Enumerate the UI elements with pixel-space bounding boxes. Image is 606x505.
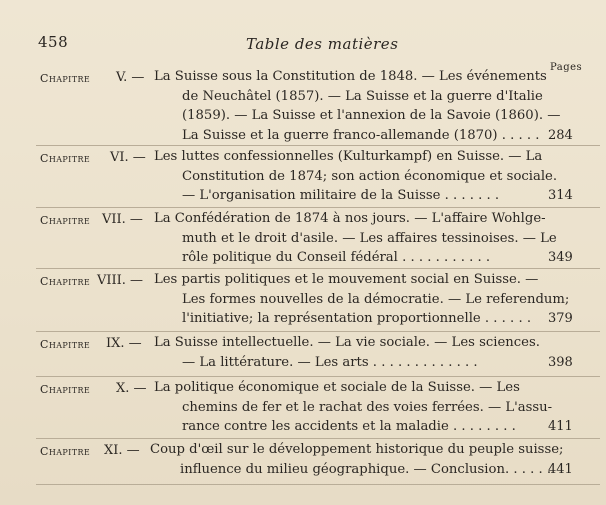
chapter-label: Chapitre [40, 72, 91, 85]
chapter-title-continuation: muth et le droit d'asile. — Les affaires tessinoises. — Le [182, 230, 557, 246]
chapter-title-continuation: Constitution de 1874; son action économique et sociale. [182, 168, 558, 184]
entry-divider [36, 145, 600, 146]
chapter-numeral: X. — [116, 381, 147, 396]
chapter-page-number: 379 [548, 311, 573, 326]
chapter-label: Chapitre [40, 214, 91, 227]
chapter-title-continuation: rôle politique du Conseil fédéral . . . . . . . . . . . [182, 250, 491, 265]
chapter-title-continuation: chemins de fer et le rachat des voies ferrées. — L'assu- [182, 399, 553, 415]
chapter-title-continuation: influence du milieu géographique. — Conclusion. . . . . . [180, 461, 552, 477]
chapter-title-continuation: La Suisse et la guerre franco-allemande (1870) . . . . . [182, 127, 540, 143]
chapter-title-line: La Confédération de 1874 à nos jours. — L'affaire Wohlge- [154, 211, 546, 226]
entry-divider [36, 331, 600, 332]
chapter-title-line: La Suisse intellectuelle. — La vie sociale. — Les sciences. [154, 335, 540, 350]
chapter-label: Chapitre [40, 445, 91, 458]
chapter-page-number: 314 [548, 188, 573, 203]
chapter-label: Chapitre [40, 338, 91, 351]
page-number: 458 [38, 33, 69, 51]
chapter-title-continuation: de Neuchâtel (1857). — La Suisse et la guerre d'Italie [182, 88, 543, 104]
chapter-page-number: 398 [548, 354, 573, 370]
entry-divider [36, 438, 600, 439]
chapter-page-number: 441 [548, 461, 573, 477]
chapter-page-number: 284 [548, 127, 573, 143]
chapter-numeral: VII. — [102, 212, 143, 227]
chapter-title-continuation: rance contre les accidents et la maladie . . . . . . . . [182, 419, 516, 434]
chapter-label: Chapitre [40, 152, 91, 165]
chapter-label: Chapitre [40, 275, 91, 288]
chapter-title-line: La Suisse sous la Constitution de 1848. — Les événements [154, 69, 547, 84]
chapter-page-number: 349 [548, 250, 573, 265]
chapter-title-line: Coup d'œil sur le développement historique du peuple suisse; [150, 442, 564, 457]
chapter-title-continuation: — La littérature. — Les arts . . . . . . . . . . . . . [182, 354, 478, 370]
chapter-title-line: Les partis politiques et le mouvement social en Suisse. — [154, 272, 539, 287]
chapter-title-continuation: (1859). — La Suisse et l'annexion de la Savoie (1860). — [182, 108, 561, 123]
chapter-title-continuation: l'initiative; la représentation proportionnelle . . . . . . [182, 311, 532, 326]
chapter-numeral: XI. — [104, 443, 140, 458]
chapter-page-number: 411 [548, 419, 573, 434]
pages-column-label: Pages [550, 62, 583, 73]
chapter-numeral: VIII. — [97, 273, 144, 288]
chapter-title-continuation: Les formes nouvelles de la démocratie. — Le referendum; [182, 291, 570, 307]
chapter-title-continuation: — L'organisation militaire de la Suisse . . . . . . . [182, 188, 500, 203]
chapter-numeral: IX. — [106, 336, 142, 351]
running-title: Table des matières [246, 35, 399, 53]
entry-divider [36, 376, 600, 377]
entry-divider [36, 207, 600, 208]
chapter-title-line: Les luttes confessionnelles (Kulturkampf) en Suisse. — La [154, 149, 543, 164]
chapter-label: Chapitre [40, 383, 91, 396]
chapter-numeral: VI. — [110, 150, 146, 165]
chapter-title-line: La politique économique et sociale de la Suisse. — Les [154, 380, 520, 395]
entry-divider [36, 268, 600, 269]
chapter-numeral: V. — [116, 70, 145, 85]
entry-divider [36, 484, 600, 485]
